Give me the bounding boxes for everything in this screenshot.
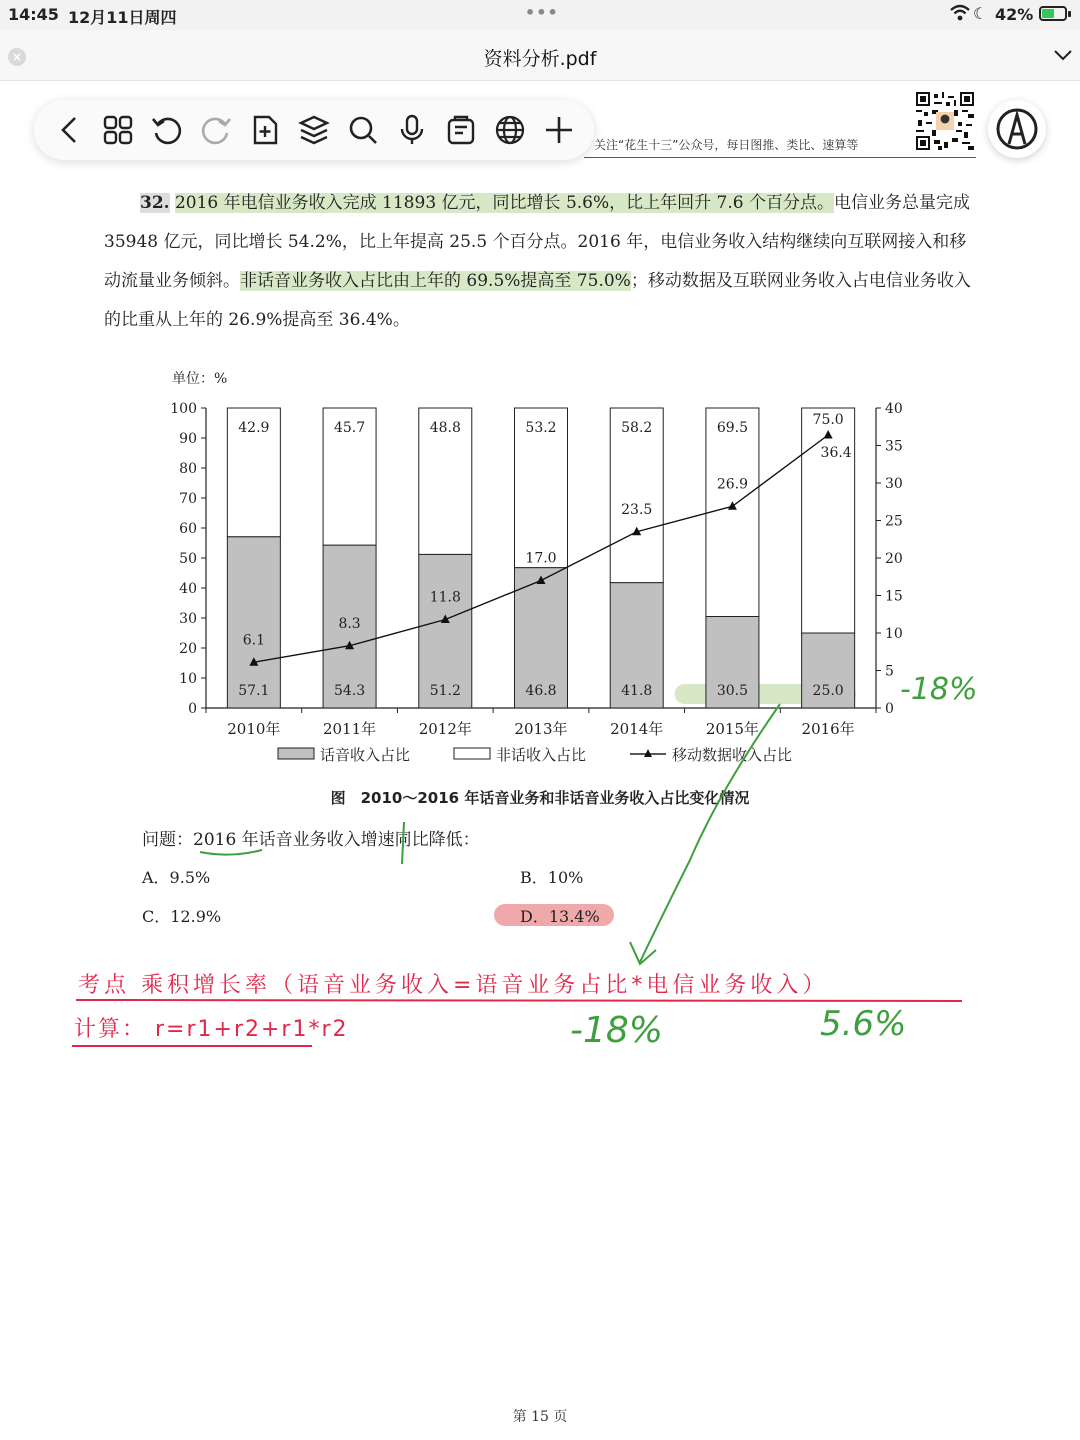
bar-nonvoice-label: 48.8 xyxy=(429,420,461,436)
option-a[interactable]: A．9.5% xyxy=(142,868,211,887)
x-tick-label: 2010年 xyxy=(227,720,281,738)
redo-icon[interactable] xyxy=(198,112,234,148)
handwritten-note-line1: 考点 乘积增长率（语音业务收入=语音业务占比*电信业务收入） xyxy=(78,973,829,998)
pen-icon xyxy=(988,100,1046,158)
left-tick-label: 70 xyxy=(179,491,197,507)
highlighted-text: 非话音业务收入占比由上年的 69.5%提高至 75.0% xyxy=(240,271,631,291)
right-tick-label: 30 xyxy=(885,476,903,492)
close-icon[interactable]: × xyxy=(8,48,26,66)
bar-nonvoice-label: 42.9 xyxy=(238,420,270,436)
handwritten-green-c: 5.6% xyxy=(820,1004,907,1044)
right-tick-label: 0 xyxy=(885,701,894,717)
right-tick-label: 35 xyxy=(885,438,903,455)
question-text: 问题：2016 年话音业务收入增速同比降低： xyxy=(142,830,480,850)
option-d[interactable]: D．13.4% xyxy=(520,907,600,926)
left-tick-label: 80 xyxy=(179,461,197,477)
bar-voice-label: 46.8 xyxy=(525,683,557,699)
bar-nonvoice xyxy=(706,408,759,617)
legend-nonvoice-swatch xyxy=(454,748,490,759)
microphone-icon[interactable] xyxy=(394,112,430,148)
x-tick-label: 2011年 xyxy=(322,720,377,738)
x-tick-label: 2015年 xyxy=(705,720,760,738)
right-tick-label: 10 xyxy=(885,626,903,642)
bar-voice-label: 30.5 xyxy=(716,683,749,699)
page-header-text: 关注“花生十三”公众号，每日图推、类比、速算等 xyxy=(594,138,859,152)
option-c[interactable]: C．12.9% xyxy=(142,907,222,926)
right-tick-label: 40 xyxy=(885,401,903,417)
document-title[interactable]: 资料分析.pdf xyxy=(483,48,597,70)
bar-nonvoice-label: 58.2 xyxy=(621,420,653,436)
paragraph-text: 电信业务总量完成 35948 亿元，同比增长 54.2%，比上年提高 25.5 个百分点。2016 年，电信业务收入结构继续向互联网接入和移动流量业务倾斜。 xyxy=(104,193,970,291)
legend-voice-swatch xyxy=(278,748,314,759)
title-bar xyxy=(0,30,1080,81)
bar-nonvoice xyxy=(802,408,855,633)
layers-icon[interactable] xyxy=(296,112,332,148)
question-number: 32. xyxy=(140,193,170,213)
qr-code-icon xyxy=(916,92,974,150)
globe-icon[interactable] xyxy=(492,112,528,148)
mobile-data-label: 36.4 xyxy=(820,445,852,461)
annotation-toolbar xyxy=(34,100,594,160)
stacked-bar-line-chart xyxy=(160,395,920,780)
back-icon[interactable] xyxy=(52,112,88,148)
right-tick-label: 25 xyxy=(885,513,903,530)
x-tick-label: 2013年 xyxy=(514,720,568,738)
bar-nonvoice-label: 69.5 xyxy=(716,420,749,436)
right-tick-label: 15 xyxy=(885,588,903,605)
bar-nonvoice-label: 45.7 xyxy=(333,420,366,436)
x-tick-label: 2016年 xyxy=(801,720,855,738)
moon-icon: ☾ xyxy=(973,4,988,23)
x-tick-label: 2012年 xyxy=(418,720,472,738)
left-tick-label: 30 xyxy=(179,611,197,627)
bar-nonvoice-label: 53.2 xyxy=(525,420,557,436)
bar-voice-label: 54.3 xyxy=(333,683,366,699)
legend-voice-label: 话音收入占比 xyxy=(320,746,411,764)
handwritten-green-a: -18% xyxy=(900,672,978,707)
bar-voice-label: 25.0 xyxy=(812,683,844,699)
right-tick-label: 5 xyxy=(885,663,894,680)
left-tick-label: 40 xyxy=(179,581,197,597)
legend-line-label: 移动数据收入占比 xyxy=(672,746,793,764)
plus-icon[interactable] xyxy=(541,112,577,148)
mobile-data-label: 6.1 xyxy=(242,632,265,649)
status-bar xyxy=(0,0,1080,30)
bar-voice-label: 57.1 xyxy=(238,683,270,699)
x-tick-label: 2014年 xyxy=(610,720,664,738)
mobile-data-label: 8.3 xyxy=(338,615,361,632)
left-tick-label: 100 xyxy=(170,401,197,417)
bar-nonvoice-label: 75.0 xyxy=(812,412,844,428)
left-tick-label: 90 xyxy=(179,431,197,447)
pen-tool-button[interactable] xyxy=(988,100,1046,158)
chart-caption: 图 2010～2016 年话音业务和非话音业务收入占比变化情况 xyxy=(330,789,750,807)
wifi-icon xyxy=(950,4,970,22)
chart-unit-label: 单位：% xyxy=(172,371,228,387)
handwritten-note-line2: 计算： r=r1+r2+r1*r2 xyxy=(74,1017,349,1042)
clipboard-icon[interactable] xyxy=(443,112,479,148)
status-date: 12月11日周四 xyxy=(68,8,177,27)
add-page-icon[interactable] xyxy=(247,112,283,148)
battery-percent: 42% xyxy=(995,5,1034,24)
battery-icon xyxy=(1039,6,1067,21)
page-number: 第 15 页 xyxy=(512,1409,568,1425)
status-time: 14:45 xyxy=(8,5,59,24)
chevron-down-icon[interactable] xyxy=(1052,44,1074,66)
left-tick-label: 50 xyxy=(179,551,197,567)
search-icon[interactable] xyxy=(345,112,381,148)
left-tick-label: 60 xyxy=(179,521,197,537)
paragraph-text: ；移动数据及互联网业务收入占电信业务收入的比重从上年的 26.9%提高至 36.4%。 xyxy=(104,271,971,330)
mobile-data-label: 26.9 xyxy=(716,476,749,493)
bar-voice-label: 41.8 xyxy=(621,683,653,699)
bar-voice-label: 51.2 xyxy=(429,683,461,699)
handwritten-green-b: -18% xyxy=(570,1010,664,1051)
undo-icon[interactable] xyxy=(149,112,185,148)
left-tick-label: 20 xyxy=(179,641,197,657)
multitask-dots-icon[interactable]: ••• xyxy=(525,3,559,22)
question-paragraph xyxy=(104,184,980,340)
legend-line-marker xyxy=(644,749,652,757)
left-tick-label: 10 xyxy=(179,671,197,687)
option-b[interactable]: B．10% xyxy=(520,868,584,887)
legend-nonvoice-label: 非话收入占比 xyxy=(496,746,587,764)
highlighted-text: 2016 年电信业务收入完成 11893 亿元，同比增长 5.6%，比上年回升 7.6 个百分点。 xyxy=(174,193,834,213)
right-tick-label: 20 xyxy=(885,551,903,567)
grid-icon[interactable] xyxy=(100,112,136,148)
mobile-data-label: 17.0 xyxy=(525,550,557,567)
mobile-data-label: 11.8 xyxy=(429,589,461,606)
mobile-data-label: 23.5 xyxy=(621,501,653,518)
left-tick-label: 0 xyxy=(188,701,197,717)
